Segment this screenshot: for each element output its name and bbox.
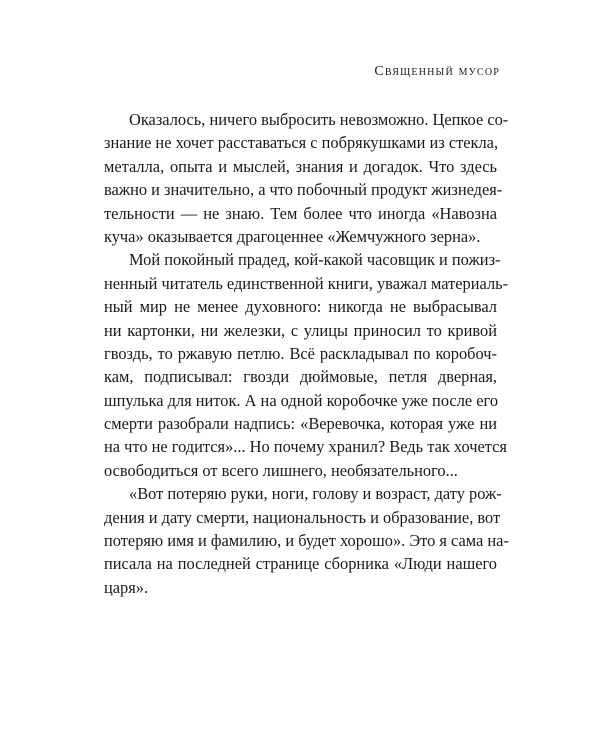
text-line: Мой покойный прадед, кой-какой часовщик и пожиз- [129, 250, 501, 270]
text-line: освободиться от всего лишнего, необязательного... [104, 460, 458, 480]
text-line: смерти разобрали надпись: «Веревочка, которая уже ни [104, 414, 497, 434]
text-line: писала на последней странице сборника «Люди нашего [104, 554, 497, 574]
text-line: металла, опыта и мыслей, знания и догадок. Что здесь [104, 156, 497, 176]
text-line: куча» оказывается драгоценнее «Жемчужного зерна». [104, 226, 481, 246]
text-line: кам, подписывал: гвозди дюймовые, петля дверная, [104, 367, 497, 387]
text-line: ненный читатель единственной книги, уважал материаль- [104, 273, 509, 293]
text-line: на что не годится»... Но почему хранил? Ведь так хочется [104, 437, 507, 457]
text-line: царя». [104, 577, 149, 597]
text-line: тельности — не знаю. Тем более что иногда «Навозна [104, 203, 497, 223]
running-head: Священный мусор [374, 64, 500, 79]
paragraph-1 [104, 108, 509, 248]
text-line: дения и дату смерти, национальность и образование, вот [104, 507, 501, 527]
paragraph-3 [104, 482, 509, 599]
text-line: важно и значительно, а что побочный продукт жизнедея- [104, 180, 503, 200]
text-line: гвоздь, то ржавую петлю. Всё раскладывал по коробоч- [104, 343, 497, 363]
text-line: Оказалось, ничего выбросить невозможно. Цепкое со- [129, 110, 509, 129]
paragraph-2 [104, 248, 509, 482]
text-line: ни картонки, ни железки, с улицы приносил то кривой [104, 320, 497, 340]
text-line: знание не хочет расставаться с побрякушками из стекла, [104, 133, 499, 153]
text-line: шпулька для ниток. А на одной коробочке уже после его [104, 390, 499, 410]
text-line: «Вот потеряю руки, ноги, голову и возраст, дату рож- [129, 484, 502, 504]
text-line: потеряю имя и фамилию, и будет хорошо». Это я сама на- [104, 531, 509, 551]
body-text [104, 108, 509, 599]
text-line: ный мир не менее духовного: никогда не выбрасывал [104, 297, 497, 317]
